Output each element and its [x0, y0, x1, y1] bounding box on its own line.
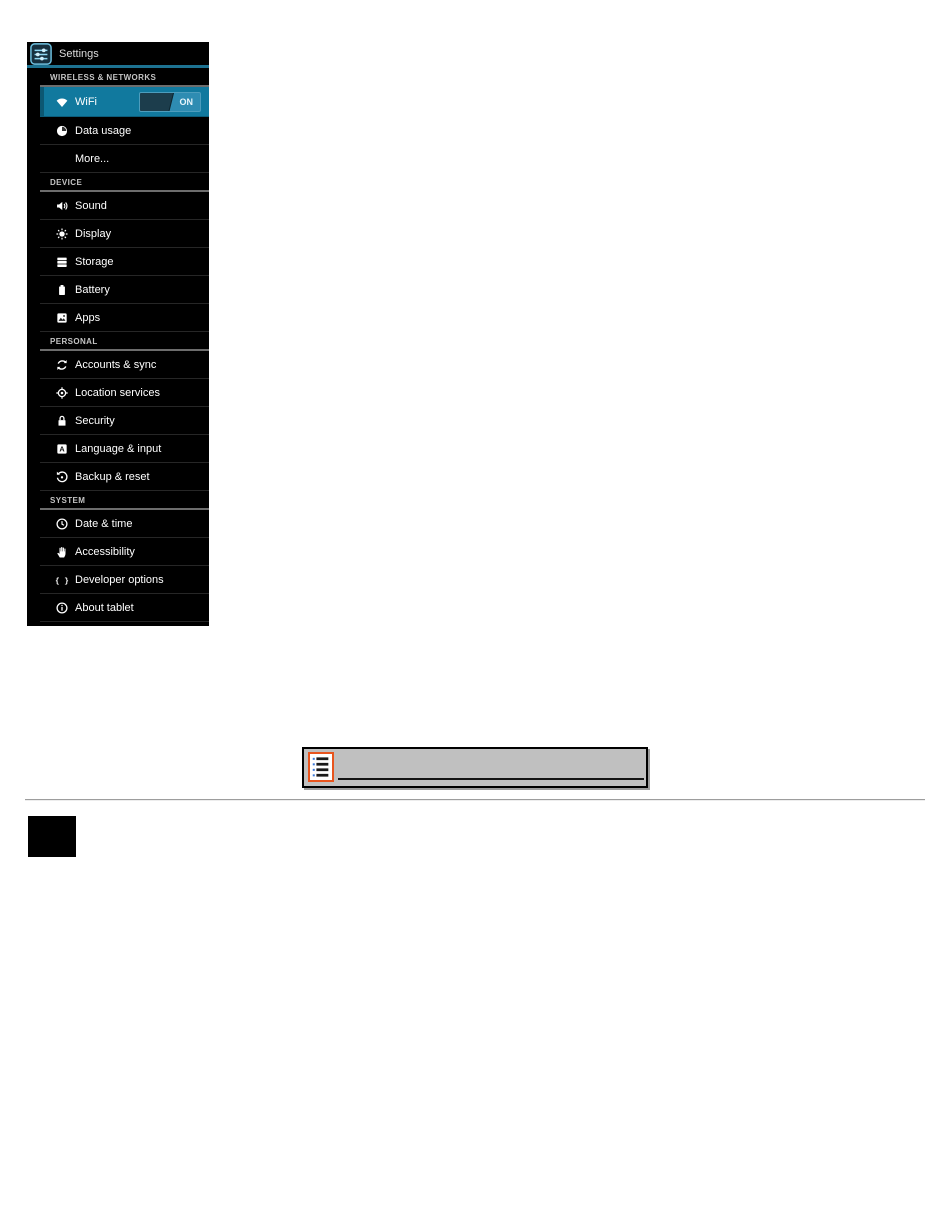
item-label: Backup & reset [75, 470, 150, 483]
no-icon [55, 152, 69, 166]
section-header-wireless-networks: WIRELESS & NETWORKS [40, 68, 209, 87]
settings-item-storage[interactable] [40, 248, 209, 276]
settings-item-language-input[interactable] [40, 435, 209, 463]
settings-item-developer-options[interactable] [40, 566, 209, 594]
wifi-toggle[interactable] [139, 92, 201, 112]
settings-item-location-services[interactable] [40, 379, 209, 407]
section-header-device: DEVICE [40, 173, 209, 192]
embedded-object-box[interactable] [302, 747, 648, 788]
settings-item-wifi[interactable] [40, 87, 209, 117]
settings-item-security[interactable] [40, 407, 209, 435]
settings-sliders-icon [30, 43, 52, 65]
embedded-document-icon [308, 752, 334, 782]
item-label: Developer options [75, 573, 164, 586]
settings-item-battery[interactable] [40, 276, 209, 304]
horizontal-rule [25, 799, 925, 801]
app-header [27, 42, 209, 68]
item-label: WiFi [75, 95, 97, 108]
item-label: Display [75, 227, 112, 240]
data-usage-icon [55, 124, 69, 138]
item-label: Accessibility [75, 545, 135, 558]
black-image-placeholder [28, 816, 76, 857]
language-icon [55, 442, 69, 456]
display-icon [55, 227, 69, 241]
backup-reset-icon [55, 470, 69, 484]
settings-item-about-tablet[interactable] [40, 594, 209, 622]
item-label: Location services [75, 386, 160, 399]
section-header-system: SYSTEM [40, 491, 209, 510]
app-title: Settings [59, 47, 99, 60]
settings-item-backup-reset[interactable] [40, 463, 209, 491]
item-label: More... [75, 152, 110, 165]
android-settings-screenshot [27, 42, 209, 626]
clock-icon [55, 517, 69, 531]
info-icon [55, 601, 69, 615]
settings-item-more[interactable] [40, 145, 209, 173]
item-label: Accounts & sync [75, 358, 157, 371]
toggle-on-label: ON [179, 96, 193, 107]
apps-icon [55, 311, 69, 325]
hand-icon [55, 545, 69, 559]
settings-list [40, 68, 209, 622]
item-label: Sound [75, 199, 107, 212]
section-header-personal: PERSONAL [40, 332, 209, 351]
settings-item-sound[interactable] [40, 192, 209, 220]
item-label: Battery [75, 283, 110, 296]
toggle-thumb[interactable] [139, 93, 174, 111]
item-label: Apps [75, 311, 101, 324]
sound-icon [55, 199, 69, 213]
braces-icon [55, 573, 69, 587]
item-label: Storage [75, 255, 114, 268]
lock-icon [55, 414, 69, 428]
location-icon [55, 386, 69, 400]
wifi-icon [55, 95, 69, 109]
settings-item-apps[interactable] [40, 304, 209, 332]
settings-item-accessibility[interactable] [40, 538, 209, 566]
item-label: About tablet [75, 601, 134, 614]
battery-icon [55, 283, 69, 297]
item-label: Data usage [75, 124, 132, 137]
item-label: Language & input [75, 442, 162, 455]
settings-item-display[interactable] [40, 220, 209, 248]
svg-text:{ }: { } [55, 577, 69, 586]
item-label: Date & time [75, 517, 133, 530]
item-label: Security [75, 414, 115, 427]
settings-item-accounts-sync[interactable] [40, 351, 209, 379]
underline-link[interactable] [338, 778, 644, 780]
svg-text:A: A [59, 444, 65, 454]
storage-icon [55, 255, 69, 269]
sync-icon [55, 358, 69, 372]
settings-item-data-usage[interactable] [40, 117, 209, 145]
settings-item-date-time[interactable] [40, 510, 209, 538]
